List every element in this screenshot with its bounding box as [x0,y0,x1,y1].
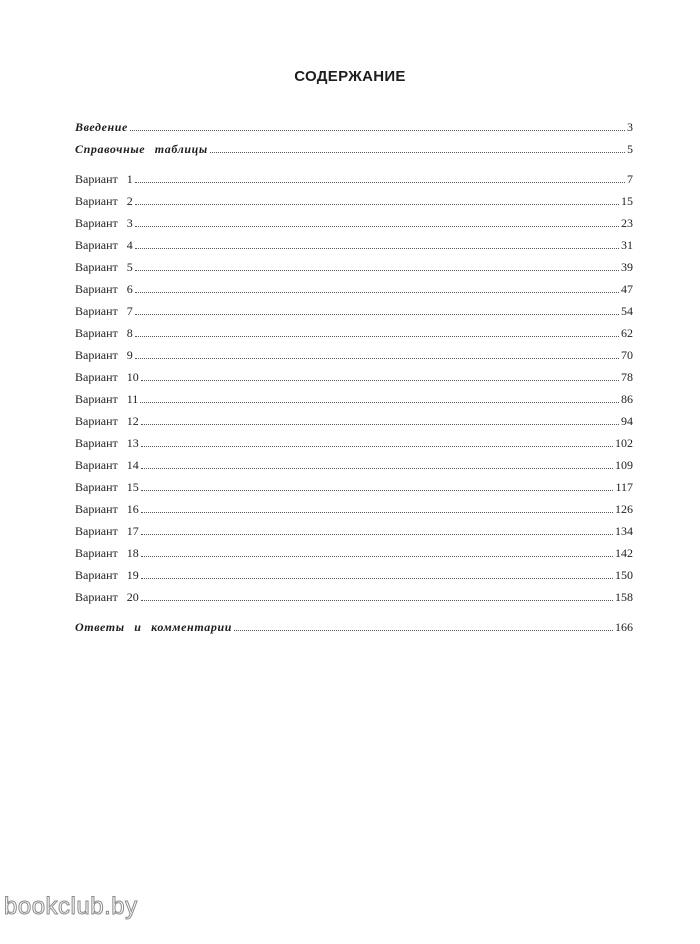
toc-entry [75,480,633,502]
toc-dot-leader [135,313,619,315]
toc-dot-leader [135,181,625,183]
toc-entry-page-number: 62 [621,326,633,340]
toc-entry-label: Вариант 9 [75,348,133,362]
toc-entry [75,392,633,414]
toc-entry-label: Вариант 2 [75,194,133,208]
toc-entry-page-number: 102 [615,436,633,450]
toc-dot-leader [135,269,619,271]
toc-entry-label: Введение [75,120,128,134]
toc-entry-label: Справочные таблицы [75,142,208,156]
toc-entry-page-number: 70 [621,348,633,362]
toc-entry-page-number: 126 [615,502,633,516]
page-title: СОДЕРЖАНИЕ [294,68,406,85]
toc-dot-leader [141,555,613,557]
toc-entry [75,568,633,590]
toc-entry-label: Вариант 12 [75,414,139,428]
toc-entry-page-number: 15 [621,194,633,208]
toc-entry [75,590,633,612]
toc-entry [75,546,633,568]
toc-entry-label: Вариант 3 [75,216,133,230]
toc-dot-leader [135,225,619,227]
toc-dot-leader [141,533,613,535]
toc-entry-page-number: 142 [615,546,633,560]
toc-dot-leader [135,357,619,359]
toc-entry [75,216,633,238]
table-of-contents [75,120,633,642]
toc-entry-label: Вариант 1 [75,172,133,186]
toc-entry [75,326,633,348]
toc-entry-label: Вариант 8 [75,326,133,340]
toc-entry-page-number: 47 [621,282,633,296]
toc-dot-leader [141,489,614,491]
toc-entry-label: Вариант 19 [75,568,139,582]
toc-entry [75,172,633,194]
toc-entry [75,120,633,142]
toc-entry [75,414,633,436]
toc-dot-leader [141,379,619,381]
toc-dot-leader [135,335,619,337]
toc-entry-label: Вариант 17 [75,524,139,538]
toc-entry-page-number: 31 [621,238,633,252]
toc-entry [75,304,633,326]
toc-entry [75,502,633,524]
toc-entry-page-number: 109 [615,458,633,472]
toc-entry-label: Вариант 4 [75,238,133,252]
toc-entry [75,260,633,282]
toc-entry-page-number: 150 [615,568,633,582]
toc-entry-page-number: 54 [621,304,633,318]
toc-dot-leader [210,151,625,153]
toc-entry-label: Вариант 18 [75,546,139,560]
toc-dot-leader [141,599,613,601]
toc-entry-page-number: 23 [621,216,633,230]
toc-entry [75,370,633,392]
toc-entry-label: Ответы и комментарии [75,620,232,634]
toc-dot-leader [141,423,619,425]
watermark-logo: bookclub.by [4,893,138,920]
toc-entry-label: Вариант 6 [75,282,133,296]
toc-entry-label: Вариант 7 [75,304,133,318]
toc-entry-page-number: 166 [615,620,633,634]
toc-entry-page-number: 3 [627,120,633,134]
toc-entry [75,194,633,216]
toc-entry-label: Вариант 13 [75,436,139,450]
toc-dot-leader [140,401,619,403]
toc-entry [75,458,633,480]
toc-dot-leader [141,445,613,447]
toc-entry-page-number: 86 [621,392,633,406]
toc-entry-page-number: 158 [615,590,633,604]
toc-entry [75,238,633,260]
toc-dot-leader [135,247,619,249]
toc-dot-leader [130,129,625,131]
toc-entry-label: Вариант 5 [75,260,133,274]
toc-entry [75,348,633,370]
toc-entry [75,282,633,304]
toc-dot-leader [141,467,613,469]
toc-back-section [75,620,633,642]
toc-entry-label: Вариант 16 [75,502,139,516]
toc-entry-page-number: 39 [621,260,633,274]
toc-entry [75,524,633,546]
toc-entry [75,142,633,164]
toc-dot-leader [135,291,619,293]
toc-dot-leader [135,203,619,205]
toc-entry-page-number: 78 [621,370,633,384]
toc-entry-label: Вариант 14 [75,458,139,472]
toc-entry-page-number: 117 [615,480,633,494]
toc-entry-label: Вариант 11 [75,392,139,406]
toc-entry-page-number: 134 [615,524,633,538]
toc-dot-leader [141,577,613,579]
toc-front-section [75,120,633,164]
toc-dot-leader [141,511,613,513]
toc-entry-page-number: 5 [627,142,633,156]
toc-entry [75,436,633,458]
toc-entry-page-number: 94 [621,414,633,428]
toc-entry-label: Вариант 20 [75,590,139,604]
toc-entry-label: Вариант 10 [75,370,139,384]
toc-variants-section [75,172,633,612]
toc-dot-leader [234,629,613,631]
toc-entry-page-number: 7 [627,172,633,186]
toc-entry [75,620,633,642]
toc-entry-label: Вариант 15 [75,480,139,494]
